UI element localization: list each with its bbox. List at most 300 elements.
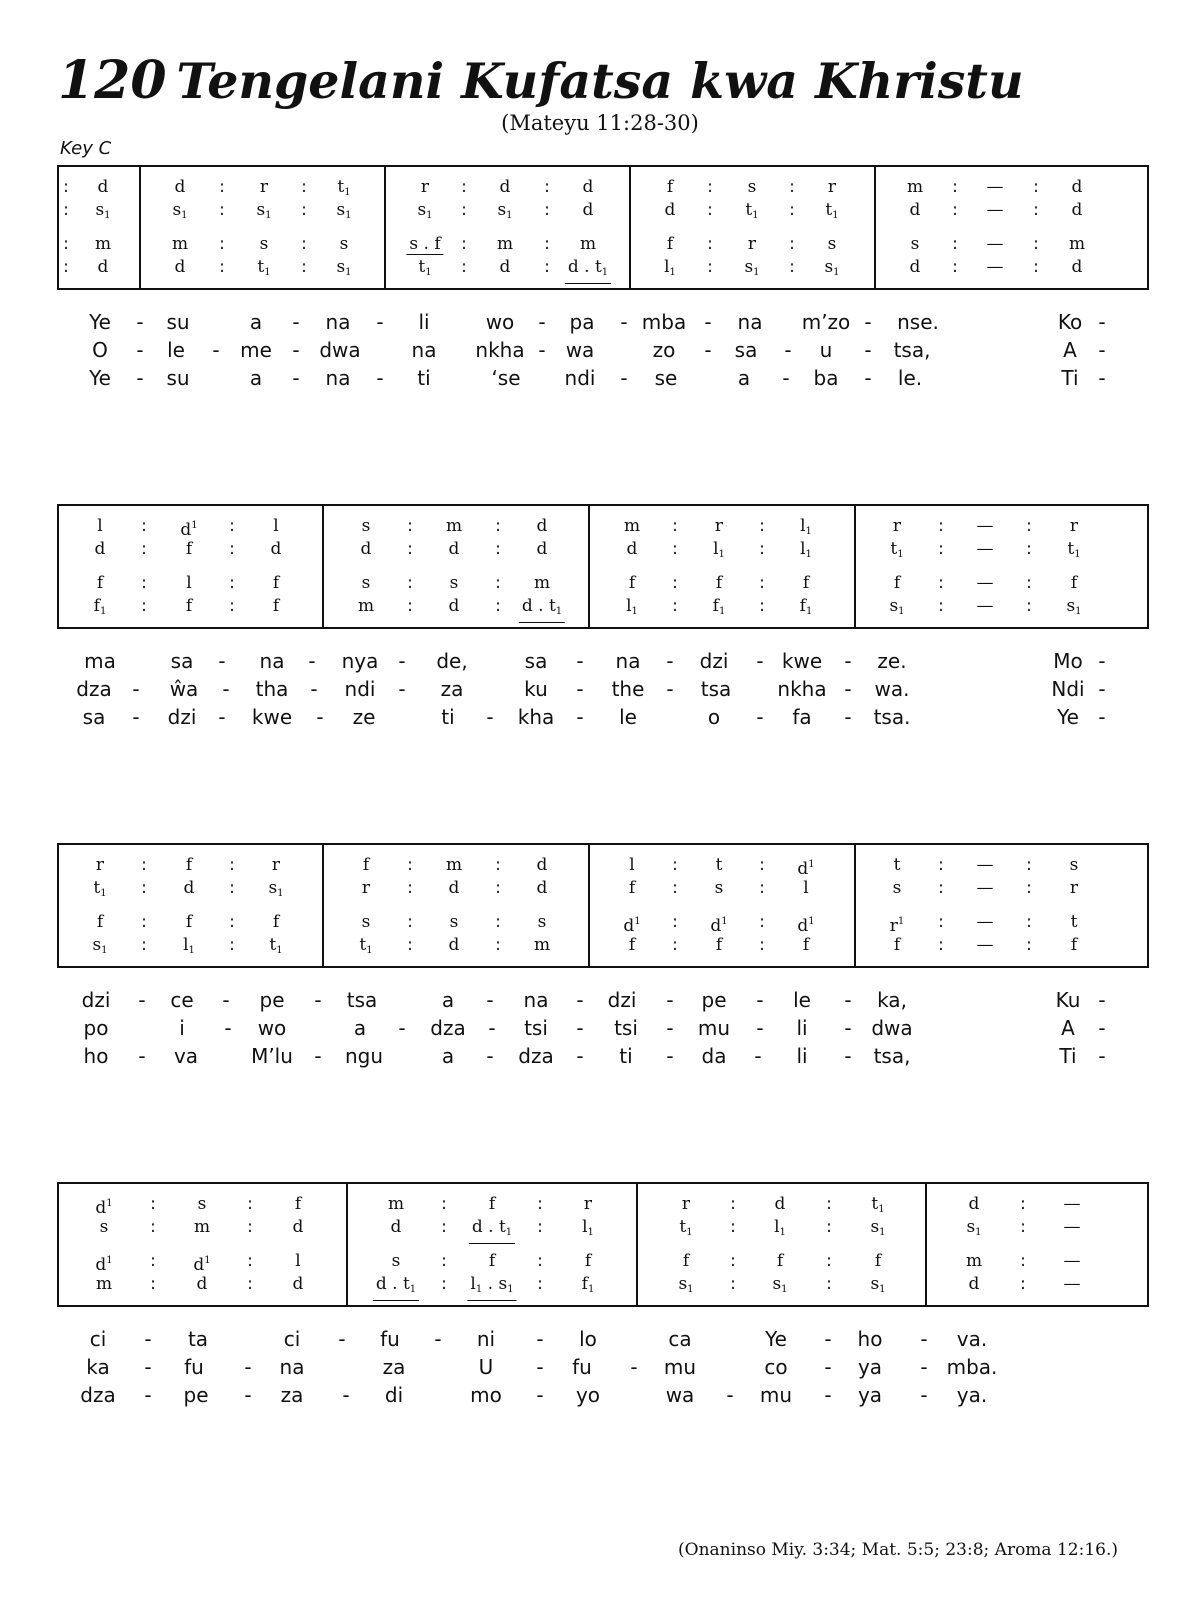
solfa-note: $s_1$ — [966, 1217, 982, 1238]
solfa-note: — — [986, 234, 1004, 254]
solfa-note: d — [97, 177, 109, 197]
solfa-note: f — [272, 596, 280, 616]
lyric-hyphen: - — [308, 649, 316, 673]
beat-separator: : — [938, 539, 944, 559]
solfa-note: f — [1070, 935, 1078, 955]
solfa-note: f — [776, 1251, 784, 1271]
solfa-note: m — [533, 935, 551, 955]
lyric-syllable: Ye — [1057, 705, 1079, 729]
solfa-note: m — [579, 234, 597, 254]
lyric-hyphen: - — [224, 1016, 232, 1040]
beat-separator: : — [407, 573, 413, 593]
beat-separator: : — [63, 234, 69, 254]
beat-separator: : — [952, 200, 958, 220]
lyric-syllable: M’lu — [251, 1044, 293, 1068]
lyric-hyphen: - — [824, 1383, 832, 1407]
lyric-syllable: ca — [668, 1327, 692, 1351]
beat-separator: : — [229, 596, 235, 616]
lyric-syllable: ka, — [877, 988, 907, 1012]
solfa-note: $f_1$ — [712, 596, 726, 617]
lyric-syllable: ni — [476, 1327, 496, 1351]
music-system — [57, 504, 1149, 629]
beat-separator: : — [229, 935, 235, 955]
solfa-note: r — [259, 177, 269, 197]
solfa-note: d — [94, 539, 106, 559]
lyric-syllable: tsi — [614, 1016, 638, 1040]
solfa-note: f — [874, 1251, 882, 1271]
lyric-syllable: a — [353, 1016, 367, 1040]
solfa-note: $s_1$ — [92, 935, 108, 956]
solfa-note: $s_1$ — [172, 200, 188, 221]
lyric-hyphen: - — [132, 705, 140, 729]
solfa-note: f — [185, 912, 193, 932]
beat-separator: : — [441, 1194, 447, 1214]
lyric-hyphen: - — [144, 1383, 152, 1407]
beat-separator: : — [407, 539, 413, 559]
solfa-note: — — [976, 878, 994, 898]
lyric-hyphen: - — [630, 1355, 638, 1379]
lyric-syllable: a — [249, 366, 263, 390]
solfa-note: — — [976, 935, 994, 955]
lyric-syllable: na — [523, 988, 549, 1012]
beat-separator: : — [1026, 573, 1032, 593]
lyric-hyphen: - — [666, 988, 674, 1012]
lyric-syllable: mu — [697, 1016, 731, 1040]
solfa-note: s — [339, 234, 349, 254]
solfa-note: $t_1$ — [359, 935, 373, 956]
lyric-hyphen: - — [576, 988, 584, 1012]
lyric-hyphen: - — [576, 677, 584, 701]
beat-separator: : — [495, 935, 501, 955]
lyric-syllable: ngu — [344, 1044, 384, 1068]
beat-separator: : — [707, 177, 713, 197]
beat-separator: : — [952, 257, 958, 277]
lyric-hyphen: - — [218, 649, 226, 673]
lyric-hyphen: - — [920, 1327, 928, 1351]
lyric-hyphen: - — [138, 1044, 146, 1068]
solfa-note: f — [96, 573, 104, 593]
lyric-syllable: nkha — [777, 677, 827, 701]
solfa-note: f — [715, 573, 723, 593]
lyric-hyphen: - — [538, 310, 546, 334]
lyric-syllable: dzi — [699, 649, 729, 673]
solfa-note: $s_1$ — [336, 257, 352, 278]
barline — [588, 506, 590, 627]
solfa-note: f — [666, 177, 674, 197]
beat-separator: : — [229, 912, 235, 932]
lyric-hyphen: - — [784, 338, 792, 362]
lyric-syllable: fu — [184, 1355, 204, 1379]
music-system — [57, 1182, 1149, 1307]
solfa-note: — — [976, 516, 994, 536]
solfa-note: $l_1$ . $s_1$ — [467, 1274, 516, 1301]
beat-separator: : — [407, 596, 413, 616]
lyric-syllable: na — [411, 338, 437, 362]
solfa-note: d — [174, 257, 186, 277]
solfa-note: — — [1063, 1194, 1081, 1214]
solfa-note: d — [909, 257, 921, 277]
solfa-note: r — [827, 177, 837, 197]
beat-separator: : — [759, 935, 765, 955]
solfa-note: $d^1$ — [95, 1255, 113, 1275]
beat-separator: : — [141, 596, 147, 616]
solfa-note: d — [196, 1274, 208, 1294]
lyric-syllable: na — [737, 310, 763, 334]
scripture-reference: (Mateyu 11:28-30) — [501, 111, 699, 135]
lyric-syllable: da — [701, 1044, 727, 1068]
lyric-hyphen: - — [136, 310, 144, 334]
lyric-syllable: fu — [380, 1327, 400, 1351]
lyric-hyphen: - — [488, 1016, 496, 1040]
lyric-syllable: kwe — [781, 649, 823, 673]
lyric-hyphen: - — [754, 1044, 762, 1068]
lyric-syllable: pa — [569, 310, 595, 334]
barline — [925, 1184, 927, 1305]
lyric-syllable: tsi — [524, 1016, 548, 1040]
lyric-syllable: Ti — [1059, 1044, 1077, 1068]
lyric-hyphen: - — [538, 338, 546, 362]
lyric-syllable: yo — [575, 1383, 601, 1407]
lyric-syllable: co — [764, 1355, 788, 1379]
lyric-syllable: ya — [857, 1383, 883, 1407]
lyric-hyphen: - — [576, 705, 584, 729]
lyric-syllable: pe — [259, 988, 285, 1012]
beat-separator: : — [1026, 516, 1032, 536]
solfa-note: f — [666, 234, 674, 254]
footnote: (Onaninso Miy. 3:34; Mat. 5:5; 23:8; Aroma 12:16.) — [678, 1540, 1118, 1560]
beat-separator: : — [141, 912, 147, 932]
lyric-syllable: ka — [86, 1355, 110, 1379]
barline — [854, 506, 856, 627]
solfa-note: $s_1$ — [744, 257, 760, 278]
lyric-syllable: ndi — [564, 366, 596, 390]
solfa-note: d — [97, 257, 109, 277]
lyric-syllable: the — [611, 677, 645, 701]
lyric-syllable: a — [249, 310, 263, 334]
solfa-note: $f_1$ — [799, 596, 813, 617]
beat-separator: : — [150, 1194, 156, 1214]
solfa-note: r — [271, 855, 281, 875]
beat-separator: : — [1026, 539, 1032, 559]
solfa-note: $r^1$ — [889, 916, 905, 936]
solfa-note: $s_1$ — [336, 200, 352, 221]
lyric-syllable: dwa — [319, 338, 361, 362]
solfa-note: $t_1$ — [890, 539, 904, 560]
beat-separator: : — [150, 1274, 156, 1294]
lyric-syllable: m’zo — [801, 310, 851, 334]
lyric-syllable: ze. — [877, 649, 907, 673]
solfa-note: $t_1$ — [871, 1194, 885, 1215]
solfa-note: $l_1$ — [626, 596, 638, 617]
solfa-note: $t_1$ — [1067, 539, 1081, 560]
lyric-syllable: A — [1063, 338, 1077, 362]
lyric-hyphen: - — [1098, 649, 1106, 673]
beat-separator: : — [1020, 1194, 1026, 1214]
barline — [346, 1184, 348, 1305]
lyric-syllable: Ye — [89, 310, 111, 334]
beat-separator: : — [407, 912, 413, 932]
beat-separator: : — [219, 257, 225, 277]
lyric-hyphen: - — [844, 677, 852, 701]
beat-separator: : — [672, 596, 678, 616]
solfa-note: s — [391, 1251, 401, 1271]
beat-separator: : — [537, 1194, 543, 1214]
solfa-note: $s_1$ — [889, 596, 905, 617]
beat-separator: : — [672, 935, 678, 955]
lyric-syllable: sa — [524, 649, 548, 673]
solfa-note: f — [362, 855, 370, 875]
beat-separator: : — [1026, 878, 1032, 898]
solfa-note: m — [95, 1274, 113, 1294]
solfa-note: l — [273, 516, 279, 536]
solfa-note: d — [183, 878, 195, 898]
lyric-syllable: tsa — [346, 988, 378, 1012]
lyric-hyphen: - — [666, 649, 674, 673]
solfa-note: f — [488, 1251, 496, 1271]
beat-separator: : — [495, 596, 501, 616]
solfa-note: s — [197, 1194, 207, 1214]
solfa-note: — — [976, 596, 994, 616]
lyric-syllable: va — [173, 1044, 199, 1068]
lyric-syllable: ti — [417, 366, 431, 390]
lyric-syllable: sa — [82, 705, 106, 729]
beat-separator: : — [407, 516, 413, 536]
beat-separator: : — [441, 1251, 447, 1271]
beat-separator: : — [759, 516, 765, 536]
lyric-hyphen: - — [844, 1016, 852, 1040]
beat-separator: : — [938, 596, 944, 616]
lyric-hyphen: - — [136, 366, 144, 390]
beat-separator: : — [789, 257, 795, 277]
solfa-note: m — [171, 234, 189, 254]
lyric-hyphen: - — [844, 705, 852, 729]
lyric-hyphen: - — [1098, 1044, 1106, 1068]
beat-separator: : — [759, 596, 765, 616]
solfa-note: $d^1$ — [797, 916, 815, 936]
beat-separator: : — [495, 878, 501, 898]
solfa-note: d — [448, 539, 460, 559]
beat-separator: : — [219, 177, 225, 197]
beat-separator: : — [141, 539, 147, 559]
lyric-syllable: lo — [579, 1327, 597, 1351]
beat-separator: : — [441, 1217, 447, 1237]
beat-separator: : — [1020, 1251, 1026, 1271]
lyric-syllable: su — [166, 366, 190, 390]
lyric-hyphen: - — [486, 1044, 494, 1068]
lyric-syllable: ti — [619, 1044, 633, 1068]
beat-separator: : — [1026, 912, 1032, 932]
lyric-syllable: wa. — [874, 677, 910, 701]
lyric-syllable: Ku — [1055, 988, 1081, 1012]
solfa-note: d — [448, 935, 460, 955]
solfa-note: $l_1$ — [800, 539, 812, 560]
beat-separator: : — [141, 878, 147, 898]
solfa-note: — — [976, 855, 994, 875]
lyric-syllable: Ko — [1057, 310, 1083, 334]
lyric-hyphen: - — [212, 338, 220, 362]
music-system — [57, 843, 1149, 968]
lyric-syllable: ho — [83, 1044, 109, 1068]
lyric-hyphen: - — [756, 1016, 764, 1040]
solfa-note: $t_1$ — [337, 177, 351, 198]
solfa-note: r — [747, 234, 757, 254]
solfa-note: l — [295, 1251, 301, 1271]
solfa-note: $d^1$ — [623, 916, 641, 936]
lyric-syllable: nya — [341, 649, 379, 673]
beat-separator: : — [789, 177, 795, 197]
solfa-note: s — [449, 573, 459, 593]
barline — [874, 167, 876, 288]
lyric-hyphen: - — [620, 310, 628, 334]
solfa-note: r — [1069, 516, 1079, 536]
solfa-note: d — [536, 878, 548, 898]
beat-separator: : — [1026, 596, 1032, 616]
lyric-syllable: li — [418, 310, 430, 334]
lyric-syllable: dza — [518, 1044, 554, 1068]
solfa-note: f — [272, 573, 280, 593]
lyric-hyphen: - — [1098, 366, 1106, 390]
solfa-note: t — [1070, 912, 1078, 932]
lyric-syllable: ku — [524, 677, 548, 701]
solfa-note: r — [714, 516, 724, 536]
lyric-hyphen: - — [292, 338, 300, 362]
solfa-note: r — [681, 1194, 691, 1214]
lyric-hyphen: - — [486, 705, 494, 729]
solfa-note: $t_1$ — [745, 200, 759, 221]
solfa-note: — — [986, 177, 1004, 197]
lyric-hyphen: - — [136, 338, 144, 362]
lyric-hyphen: - — [292, 310, 300, 334]
beat-separator: : — [229, 539, 235, 559]
lyric-syllable: o — [707, 705, 721, 729]
beat-separator: : — [952, 234, 958, 254]
solfa-note: d — [909, 200, 921, 220]
lyric-syllable: zo — [652, 338, 676, 362]
beat-separator: : — [1033, 200, 1039, 220]
beat-separator: : — [826, 1194, 832, 1214]
solfa-note: s — [892, 878, 902, 898]
lyric-syllable: se — [654, 366, 678, 390]
solfa-note: f — [96, 912, 104, 932]
solfa-note: f — [893, 935, 901, 955]
beat-separator: : — [141, 855, 147, 875]
lyric-syllable: dzi — [81, 988, 111, 1012]
solfa-note: d — [499, 257, 511, 277]
solfa-note: $s_1$ — [1066, 596, 1082, 617]
beat-separator: : — [730, 1274, 736, 1294]
solfa-note: $l_1$ — [183, 935, 195, 956]
solfa-note: $t_1$ — [418, 257, 432, 278]
lyric-syllable: a — [441, 1044, 455, 1068]
beat-separator: : — [219, 234, 225, 254]
lyric-syllable: nkha — [475, 338, 525, 362]
lyric-hyphen: - — [824, 1327, 832, 1351]
solfa-note: s — [827, 234, 837, 254]
solfa-note: $l_1$ — [774, 1217, 786, 1238]
beat-separator: : — [672, 539, 678, 559]
lyric-syllable: wa — [565, 338, 595, 362]
beat-separator: : — [938, 912, 944, 932]
lyric-syllable: Ndi — [1051, 677, 1085, 701]
solfa-note: f — [802, 573, 810, 593]
lyric-syllable: le. — [897, 366, 923, 390]
solfa-note: $d^1$ — [95, 1198, 113, 1218]
beat-separator: : — [537, 1217, 543, 1237]
hymn-number: 120 — [58, 50, 167, 111]
beat-separator: : — [229, 855, 235, 875]
solfa-note: d — [1071, 177, 1083, 197]
solfa-note: l — [629, 855, 635, 875]
lyric-hyphen: - — [316, 705, 324, 729]
solfa-note: f — [584, 1251, 592, 1271]
lyric-syllable: za — [440, 677, 464, 701]
solfa-note: d — [360, 539, 372, 559]
solfa-note: s — [714, 878, 724, 898]
solfa-note: $s_1$ — [870, 1274, 886, 1295]
solfa-note: d . $t_1$ — [373, 1274, 419, 1301]
solfa-note: s — [1069, 855, 1079, 875]
solfa-note: $s_1$ — [772, 1274, 788, 1295]
lyric-hyphen: - — [222, 677, 230, 701]
barline — [854, 845, 856, 966]
lyric-syllable: za — [382, 1355, 406, 1379]
solfa-note: l — [803, 878, 809, 898]
solfa-note: m — [496, 234, 514, 254]
solfa-note: $l_1$ — [582, 1217, 594, 1238]
solfa-note: f — [294, 1194, 302, 1214]
beat-separator: : — [938, 878, 944, 898]
lyric-hyphen: - — [1098, 310, 1106, 334]
lyric-hyphen: - — [244, 1355, 252, 1379]
lyric-syllable: tsa, — [893, 338, 931, 362]
lyric-syllable: O — [92, 338, 108, 362]
lyric-hyphen: - — [920, 1355, 928, 1379]
solfa-note: s . f — [406, 234, 443, 255]
lyric-hyphen: - — [244, 1383, 252, 1407]
solfa-note: d — [626, 539, 638, 559]
beat-separator: : — [759, 539, 765, 559]
beat-separator: : — [1026, 935, 1032, 955]
solfa-note: $t_1$ — [257, 257, 271, 278]
lyric-hyphen: - — [376, 310, 384, 334]
lyric-hyphen: - — [666, 1016, 674, 1040]
lyric-syllable: nse. — [897, 310, 939, 334]
solfa-note: $t_1$ — [269, 935, 283, 956]
solfa-note: s — [361, 912, 371, 932]
beat-separator: : — [707, 257, 713, 277]
solfa-note: f — [682, 1251, 690, 1271]
beat-separator: : — [63, 257, 69, 277]
lyric-syllable: dzi — [167, 705, 197, 729]
solfa-note: f — [1070, 573, 1078, 593]
lyric-syllable: me — [240, 338, 272, 362]
solfa-note: s — [747, 177, 757, 197]
lyric-syllable: ti — [441, 705, 455, 729]
beat-separator: : — [759, 573, 765, 593]
barline — [322, 506, 324, 627]
lyric-hyphen: - — [398, 1016, 406, 1040]
beat-separator: : — [672, 912, 678, 932]
beat-separator: : — [952, 177, 958, 197]
solfa-note: s — [259, 234, 269, 254]
lyric-hyphen: - — [342, 1383, 350, 1407]
beat-separator: : — [1033, 234, 1039, 254]
lyric-hyphen: - — [138, 988, 146, 1012]
barline — [322, 845, 324, 966]
beat-separator: : — [301, 257, 307, 277]
lyric-hyphen: - — [704, 310, 712, 334]
solfa-note: r — [892, 516, 902, 536]
